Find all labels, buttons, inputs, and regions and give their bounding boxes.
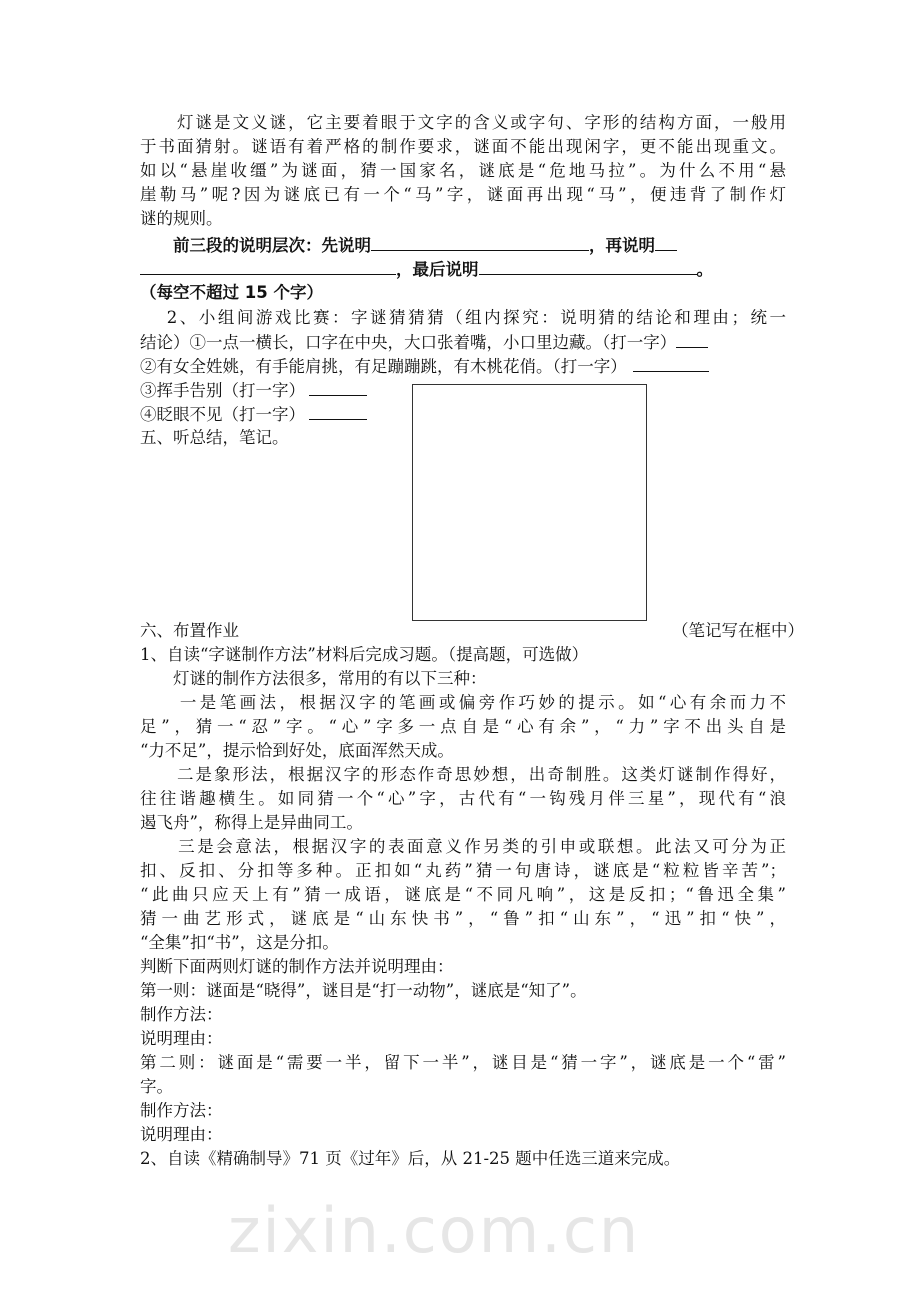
reading-line: 二是象形法，根据汉字的形态作奇思妙想，出奇制胜。这类灯谜制作得好，: [140, 765, 786, 784]
riddle-q2-text: ②有女全姓姚，有手能肩挑，有足蹦蹦跳，有木桃花俏。（打一字）: [140, 357, 627, 376]
homework-task-1: 1、自读“字谜制作方法”材料后完成习题。（提高题，可选做）: [140, 645, 589, 664]
intro-line: 如以“悬崖收缰”为谜面，猜一国家名，谜底是“危地马拉”。为什么不用“悬: [140, 161, 786, 180]
game-intro: 2、小组间游戏比赛：字谜猜猜猜（组内探究：说明猜的结论和理由；统一: [140, 308, 786, 327]
reason-label: 说明理由：: [140, 1029, 223, 1048]
riddle-q3-blank[interactable]: [309, 378, 367, 396]
reading-line: 一是笔画法，根据汉字的笔画或偏旁作巧妙的提示。如“心有余而力不: [140, 693, 786, 712]
answer-blank-2-cont[interactable]: [140, 257, 396, 275]
method-label: 制作方法：: [140, 1101, 223, 1120]
reason-label: 说明理由：: [140, 1125, 223, 1144]
layers-end: 。: [696, 260, 713, 279]
riddle-q1-text: 结论）①一点一横长，口字在中央，大口张着嘴，小口里边藏。（打一字）: [140, 333, 677, 352]
reading-line: 灯谜的制作方法很多，常用的有以下三种：: [140, 669, 487, 688]
reading-line: “此曲只应天上有”猜一成语，谜底是“不同凡响”，这是反扣；“鲁迅全集”: [140, 885, 786, 904]
notes-box[interactable]: [412, 384, 647, 621]
layers-prefix: 前三段的说明层次：先说明: [140, 236, 371, 255]
riddle-q1: [140, 330, 786, 354]
reading-line: 三是会意法，根据汉字的表面意义作另类的引申或联想。此法又可分为正: [140, 837, 786, 856]
watermark: zixin.com.cn: [228, 1194, 641, 1267]
intro-line: 崖勒马”呢?因为谜底已有一个“马”字，谜面再出现“马”，便违背了制作灯: [140, 185, 786, 204]
riddle-q1-blank[interactable]: [676, 330, 708, 348]
layers-note: （每空不超过 15 个字）: [140, 283, 323, 302]
box-note: （笔记写在框中）: [672, 621, 804, 640]
riddle-q3-text: ③挥手告别（打一字）: [140, 381, 305, 400]
answer-blank-2[interactable]: [655, 233, 677, 251]
reading-line: 往往谐趣横生。如同猜一个“心”字，古代有“一钩残月伴三星”，现代有“浪: [140, 789, 786, 808]
layers-line-2: [140, 257, 786, 281]
riddle-q2: [140, 354, 786, 378]
reading-line: 扣、反扣、分扣等多种。正扣如“丸药”猜一句唐诗，谜底是“粒粒皆辛苦”；: [140, 861, 786, 880]
answer-blank-3[interactable]: [479, 257, 697, 275]
intro-line: 谜的规则。: [140, 209, 223, 228]
riddle-q4-blank[interactable]: [309, 402, 367, 420]
riddle-2: 第二则：谜面是“需要一半，留下一半”，谜目是“猜一字”，谜底是一个“雷”: [140, 1053, 786, 1072]
method-label: 制作方法：: [140, 1005, 223, 1024]
layers-line-1: [140, 233, 786, 257]
judge-instruction: 判断下面两则灯谜的制作方法并说明理由：: [140, 957, 454, 976]
section-6-heading: 六、布置作业: [140, 621, 239, 640]
reading-line: “力不足”，提示恰到好处，底面浑然天成。: [140, 741, 454, 760]
homework-task-2: 2、自读《精确制导》71 页《过年》后，从 21-25 题中任选三道来完成。: [140, 1149, 681, 1168]
riddle-2-cont: 字。: [140, 1077, 173, 1096]
intro-line: 于书面猜射。谜语有着严格的制作要求，谜面不能出现闲字，更不能出现重文。: [140, 137, 786, 156]
riddle-q2-blank[interactable]: [633, 354, 709, 372]
reading-line: 足”，猜一“忍”字。“心”字多一点自是“心有余”，“力”字不出头自是: [140, 717, 786, 736]
reading-line: “全集”扣“书”，这是分扣。: [140, 933, 339, 952]
reading-line: 遏飞舟”，称得上是异曲同工。: [140, 813, 363, 832]
riddle-q4-text: ④眨眼不见（打一字）: [140, 405, 305, 424]
reading-line: 猜一曲艺形式，谜底是“山东快书”，“鲁”扣“山东”，“迅”扣“快”，: [140, 909, 786, 928]
riddle-1: 第一则：谜面是“晓得”，谜目是“打一动物”，谜底是“知了”。: [140, 981, 587, 1000]
answer-blank-1[interactable]: [371, 233, 589, 251]
riddle-q3: [140, 378, 367, 402]
layers-second: ，再说明: [589, 236, 655, 255]
riddle-q4: [140, 402, 367, 426]
intro-line: 灯谜是文义谜，它主要着眼于文字的含义或字句、字形的结构方面，一般用: [140, 113, 786, 132]
layers-last: ，最后说明: [396, 260, 479, 279]
section-5-heading: 五、听总结，笔记。: [140, 428, 289, 447]
